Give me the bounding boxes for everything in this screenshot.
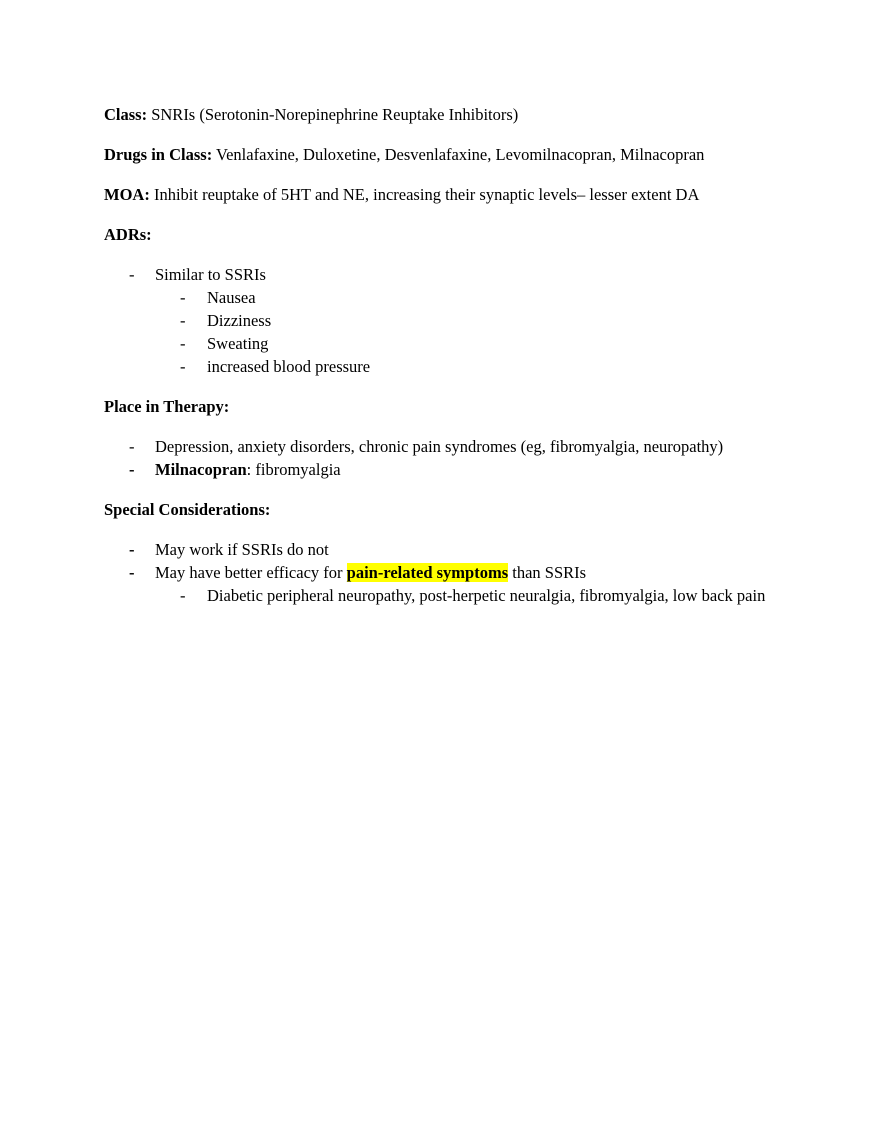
adrs-list — [104, 263, 804, 378]
moa-value: Inhibit reuptake of 5HT and NE, increasing their synaptic levels– lesser extent DA — [149, 185, 700, 204]
moa-line — [104, 183, 804, 206]
dash-bullet: - — [129, 540, 135, 559]
list-item — [104, 561, 804, 607]
class-line — [104, 103, 804, 126]
special-sublist — [104, 584, 804, 607]
dash-bullet: - — [180, 288, 186, 307]
special-item-text: May work if SSRIs do not — [155, 540, 329, 559]
adr-item-text: Similar to SSRIs — [155, 265, 266, 284]
list-item — [155, 332, 804, 355]
list-item — [155, 286, 804, 309]
dash-bullet: - — [129, 437, 135, 456]
dash-bullet: - — [129, 563, 135, 582]
document-page — [104, 103, 804, 624]
therapy-list — [104, 435, 804, 481]
special-subitem-text: Diabetic peripheral neuropathy, post-herpetic neuralgia, fibromyalgia, low back pain — [207, 586, 766, 605]
list-item — [104, 435, 804, 458]
adr-subitem-text: Nausea — [207, 288, 256, 307]
therapy-heading: Place in Therapy: — [104, 397, 230, 416]
moa-label: MOA: — [104, 185, 150, 204]
class-value: SNRIs (Serotonin-Norepinephrine Reuptake Inhibitors) — [147, 105, 519, 124]
adr-subitem-text: Dizziness — [207, 311, 272, 330]
therapy-item-rest: : fibromyalgia — [246, 460, 341, 479]
special-item-before: May have better efficacy for — [155, 563, 347, 582]
special-heading: Special Considerations: — [104, 500, 271, 519]
list-item — [155, 309, 804, 332]
highlighted-text: pain-related symptoms — [346, 563, 509, 582]
dash-bullet: - — [180, 334, 186, 353]
drugs-line — [104, 143, 804, 166]
list-item — [155, 355, 804, 378]
list-item — [104, 538, 804, 561]
list-item — [155, 584, 804, 607]
therapy-item-text: Depression, anxiety disorders, chronic pain syndromes (eg, fibromyalgia, neuropathy) — [155, 437, 724, 456]
list-item — [104, 458, 804, 481]
special-item-after: than SSRIs — [508, 563, 587, 582]
drugs-value: Venlafaxine, Duloxetine, Desvenlafaxine, Levomilnacopran, Milnacopran — [212, 145, 705, 164]
drugs-label: Drugs in Class: — [104, 145, 213, 164]
dash-bullet: - — [129, 460, 135, 479]
dash-bullet: - — [180, 586, 186, 605]
dash-bullet: - — [180, 311, 186, 330]
adrs-sublist — [104, 286, 804, 378]
therapy-item-bold: Milnacopran — [155, 460, 247, 479]
adr-subitem-text: increased blood pressure — [207, 357, 371, 376]
class-label: Class: — [104, 105, 148, 124]
dash-bullet: - — [129, 265, 135, 284]
special-list — [104, 538, 804, 607]
adr-subitem-text: Sweating — [207, 334, 269, 353]
list-item — [104, 263, 804, 378]
dash-bullet: - — [180, 357, 186, 376]
adrs-heading: ADRs: — [104, 225, 152, 244]
